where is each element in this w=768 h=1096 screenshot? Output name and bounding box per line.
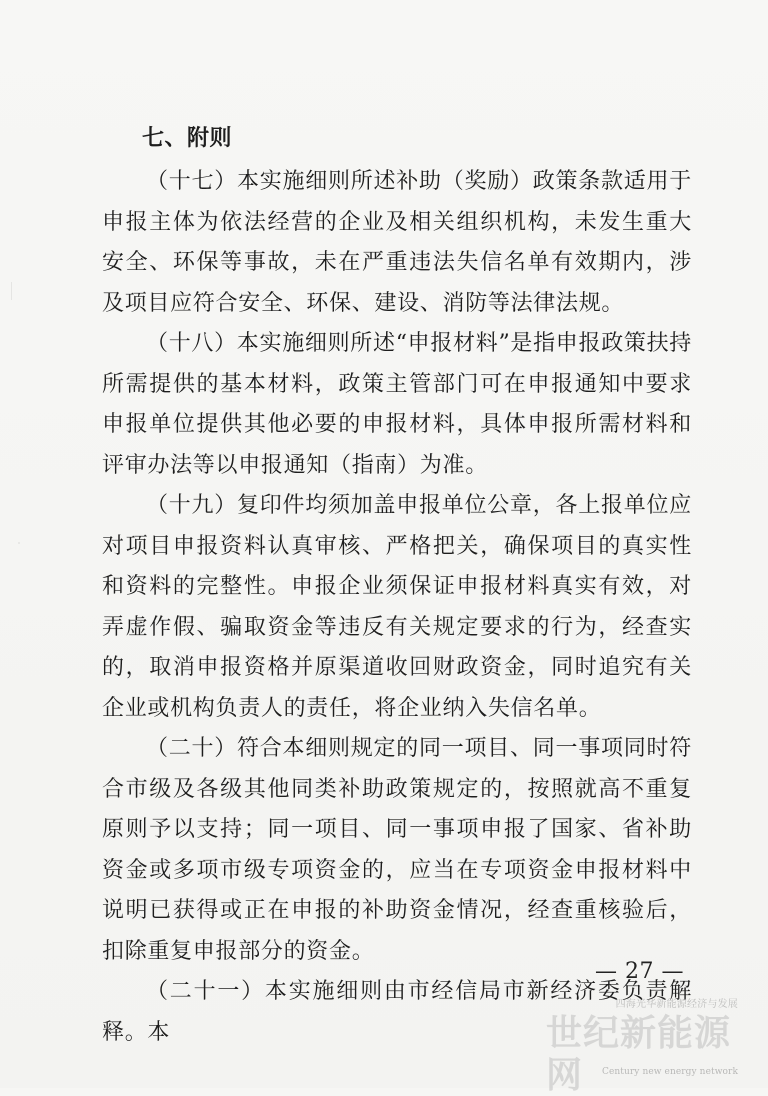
scan-dot bbox=[18, 542, 20, 544]
paragraph-17: （十七）本实施细则所述补助（奖励）政策条款适用于申报主体为依法经营的企业及相关组织机构，未发生重大安全、环保等事故，未在严重违法失信名单有效期内，涉及项目应符合安全、环保、建设、消防等法律法规。 bbox=[102, 169, 692, 316]
paragraph-18: （十八）本实施细则所述“申报材料”是指申报政策扶持所需提供的基本材料，政策主管部门可在申报通知中要求申报单位提供其他必要的申报材料，具体申报所需材料和评审办法等以申报通知（指南）为准。 bbox=[102, 331, 692, 478]
page-number: — 27 — bbox=[595, 959, 684, 984]
watermark-top-line: 四海光华新能源经济与发展 bbox=[615, 999, 738, 1010]
document-content bbox=[102, 116, 692, 1053]
watermark bbox=[546, 998, 742, 1096]
watermark-brand: 世纪新能源网 bbox=[546, 1012, 732, 1096]
section-title: 七、附则 bbox=[142, 126, 233, 151]
paragraph-19: （十九）复印件均须加盖申报单位公章，各上报单位应对项目申报资料认真审核、严格把关，确保项目的真实性和资料的完整性。申报企业须保证申报材料真实有效，对弄虚作假、骗取资金等违反有关规定要求的行为，经查实的，取消申报资格并原渠道收回财政资金，同时追究有关企业或机构负责人的责任，将企业纳入失信名单。 bbox=[102, 493, 692, 721]
watermark-subtitle: Century new energy network bbox=[601, 1067, 738, 1077]
paragraph-20: （二十）符合本细则规定的同一项目、同一事项同时符合市级及各级其他同类补助政策规定的，按照就高不重复原则予以支持；同一项目、同一事项申报了国家、省补助资金或多项市级专项资金的，应当在专项资金申报材料中说明已获得或正在申报的补助资金情况，经查重核验后，扣除重复申报部分的资金。 bbox=[102, 736, 692, 964]
scan-mark bbox=[11, 282, 12, 300]
paragraph-21: （二十一）本实施细则由市经信局市新经济委负责解释。本 bbox=[102, 979, 692, 1045]
